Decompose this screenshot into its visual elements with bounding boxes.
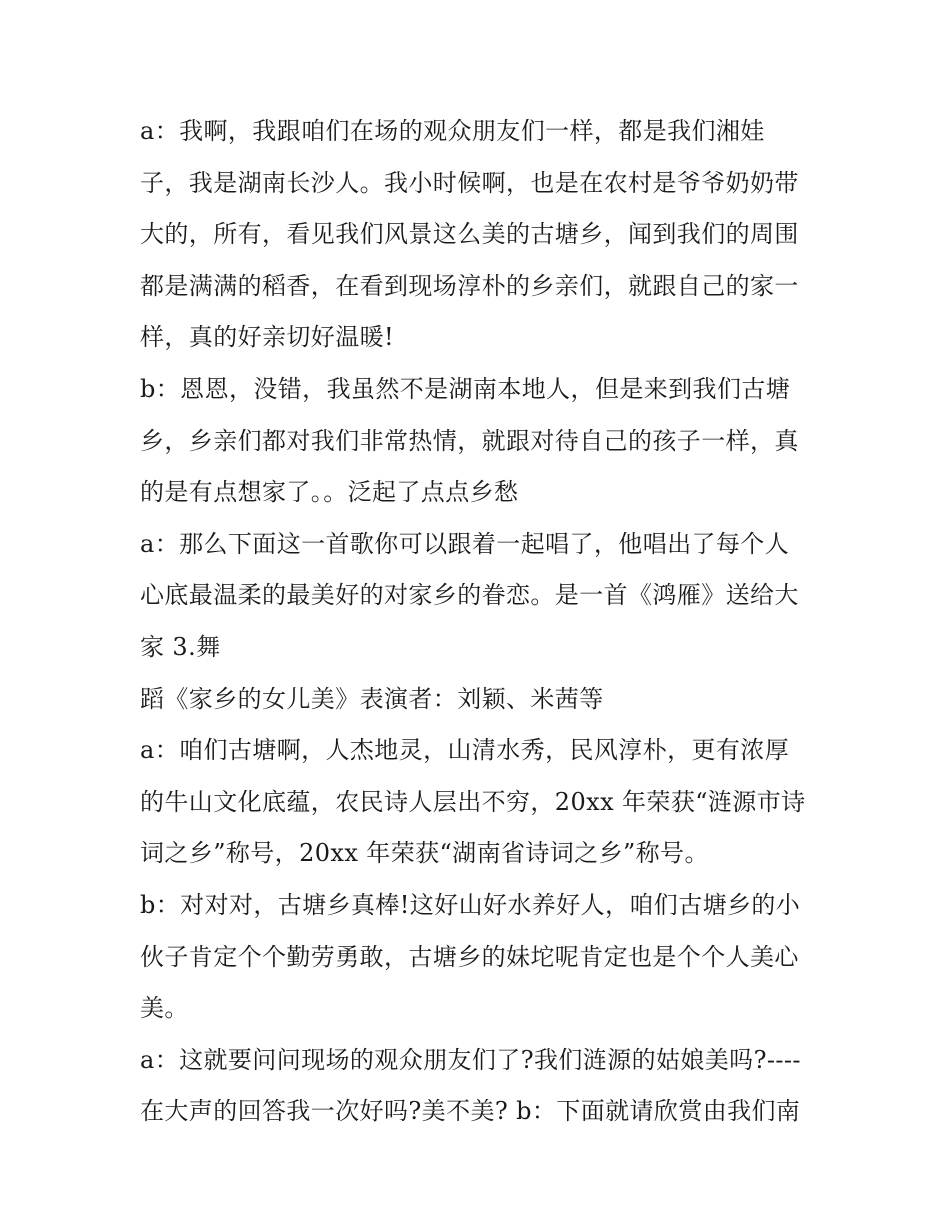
text-line: 家 3.舞 [140,632,221,661]
text-line: a：咱们古塘啊，人杰地灵，山清水秀，民风淳朴，更有浓厚 [140,736,790,765]
text-line: a：我啊，我跟咱们在场的观众朋友们一样，都是我们湘娃 [140,117,765,145]
text-line: a：这就要问问现场的观众朋友们了?我们涟源的姑娘美吗?---- [140,1045,801,1074]
text-line: 伙子肯定个个勤劳勇敢，古塘乡的妹坨呢肯定也是个个人美心 [140,942,799,971]
text-line: 蹈《家乡的女儿美》表演者：刘颖、米茜等 [140,684,604,713]
text-line: 心底最温柔的最美好的对家乡的眷恋。是一首《鸿雁》送给大 [140,581,799,610]
text-line: 都是满满的稻香，在看到现场淳朴的乡亲们，就跟自己的家一 [140,271,799,300]
text-line: 美。 [140,994,189,1023]
document-body [140,106,830,1138]
text-line: 子，我是湖南长沙人。我小时候啊，也是在农村是爷爷奶奶带 [140,168,799,197]
text-line: 乡，乡亲们都对我们非常热情，就跟对待自己的孩子一样，真 [140,426,799,455]
text-line: 的牛山文化底蕴，农民诗人层出不穷，20xx 年荣获“涟源市诗 [140,787,806,816]
text-line: b：对对对，古塘乡真棒!这好山好水养好人，咱们古塘乡的小 [140,890,801,919]
text-line: 在大声的回答我一次好吗?美不美? b：下面就请欣赏由我们南 [140,1097,801,1126]
text-line: b：恩恩，没错，我虽然不是湖南本地人，但是来到我们古塘 [140,374,791,403]
text-line: a：那么下面这一首歌你可以跟着一起唱了，他唱出了每个人 [140,529,790,558]
text-line: 大的，所有，看见我们风景这么美的古塘乡，闻到我们的周围 [140,220,799,249]
text-line: 的是有点想家了。。泛起了点点乡愁 [140,478,519,507]
text-line: 样，真的好亲切好温暖! [140,323,395,352]
text-line: 词之乡”称号，20xx 年荣获“湖南省诗词之乡”称号。 [140,839,709,868]
